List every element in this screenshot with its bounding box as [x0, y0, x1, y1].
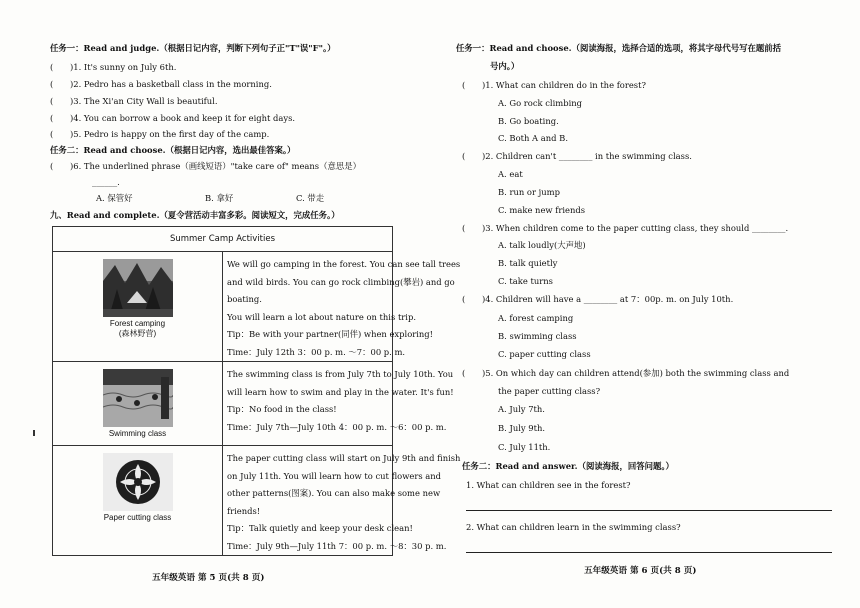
q3-option-b: B. talk quietly: [498, 258, 558, 268]
q3-option-c: C. take turns: [498, 276, 553, 286]
judge-item-5: ( )5. Pedro is happy on the first day of the camp.: [50, 129, 270, 139]
q5-option-b: B. July 9th.: [498, 423, 546, 433]
q2-option-b: B. run or jump: [498, 187, 560, 197]
paper-text-line: The paper cutting class will start on July 9th and finish: [227, 453, 461, 463]
choice-question-3: ( )3. When children come to the paper cutting class, they should ________.: [462, 223, 789, 233]
forest-camping-photo: [103, 259, 173, 317]
judge-item-2: ( )2. Pedro has a basketball class in the morning.: [50, 79, 272, 89]
q4-option-c: C. paper cutting class: [498, 349, 591, 359]
reading-task2-heading: 任务二：Read and answer.（阅读海报，回答问题。）: [462, 461, 674, 471]
paper-cutting-text: [223, 446, 461, 556]
q6-option-a: A. 保管好: [96, 193, 133, 203]
paper-cutting-photo: [103, 453, 173, 511]
forest-text-line: boating.: [227, 294, 262, 304]
paper-text-line: friends!: [227, 505, 261, 516]
q1-option-a: A. Go rock climbing: [498, 98, 583, 108]
question-6-blank: ______.: [92, 177, 120, 187]
task2-heading: 任务二：Read and choose.（根据日记内容，选出最佳答案。）: [50, 145, 296, 155]
page-5-footer: 五年级英语 第 5 页(共 8 页): [152, 573, 265, 583]
choice-question-4: ( )4. Children will have a ________ at 7：00p. m. on July 10th.: [462, 294, 734, 304]
page-6-footer: 五年级英语 第 6 页(共 8 页): [584, 566, 697, 576]
swimming-time: Time：July 7th—July 10th 4：00 p. m. ～6：00 p. m.: [227, 421, 447, 432]
judge-item-3: ( )3. The Xi'an City Wall is beautiful.: [50, 96, 218, 106]
paper-cutting-label: Paper cutting class: [103, 513, 172, 522]
paper-text-line: on July 11th. You will learn how to cut flowers and: [227, 470, 442, 481]
swimming-text-line: The swimming class is from July 7th to July 10th. You: [227, 369, 454, 379]
swimming-class-label: Swimming class: [108, 429, 167, 438]
swimming-class-cell: [53, 362, 223, 446]
camp-row-forest: [53, 252, 393, 362]
paper-time: Time：July 9th—July 11th 7：00 p. m. ～8：30 p. m.: [227, 540, 447, 551]
q1-option-b: B. Go boating.: [498, 116, 559, 126]
camp-row-paper-cutting: [53, 446, 393, 556]
reading-task1-heading-cont: 号内。）: [490, 61, 520, 71]
forest-camping-cell: [53, 252, 223, 362]
q2-option-c: C. make new friends: [498, 205, 586, 215]
q4-option-b: B. swimming class: [498, 331, 577, 341]
choice-question-5-cont: the paper cutting class?: [498, 386, 601, 396]
q6-option-c: C. 带走: [296, 193, 325, 203]
summer-camp-table: [52, 226, 461, 556]
q4-option-a: A. forest camping: [498, 313, 574, 323]
forest-camping-label-cn: (森林野营): [118, 329, 157, 338]
judge-item-4: ( )4. You can borrow a book and keep it for eight days.: [50, 113, 296, 123]
q5-option-a: A. July 7th.: [498, 404, 545, 414]
task1-heading: 任务一：Read and judge.（根据日记内容，判断下列句子正"T"误"F"。）: [50, 43, 336, 53]
q6-option-b: B. 拿好: [205, 193, 234, 203]
answer-line-2[interactable]: [466, 552, 832, 553]
swimming-tip: Tip：No food in the class!: [227, 404, 337, 414]
forest-text-line: You will learn a lot about nature on this trip.: [227, 311, 417, 322]
reading-task1-heading: 任务一：Read and choose.（阅读海报，选择合适的选项，将其字母代号写在题前括: [456, 43, 781, 53]
paper-cutting-cell: [53, 446, 223, 556]
camp-table-title: Summer Camp Activities: [53, 227, 393, 252]
q2-option-a: A. eat: [498, 169, 523, 179]
choice-question-1: ( )1. What can children do in the forest?: [462, 80, 646, 90]
judge-item-1: ( )1. It's sunny on July 6th.: [50, 62, 177, 72]
answer-question-1: 1. What can children see in the forest?: [466, 480, 631, 490]
answer-question-2: 2. What can children learn in the swimming class?: [466, 522, 681, 532]
answer-line-1[interactable]: [466, 510, 832, 511]
forest-text-line: We will go camping in the forest. You can see tall trees: [227, 259, 461, 269]
choice-question-5: ( )5. On which day can children attend(参加) both the swimming class and: [462, 368, 790, 378]
q1-option-c: C. Both A and B.: [498, 133, 568, 143]
right-page: [430, 0, 860, 608]
forest-tip: Tip：Be with your partner(同伴) when exploring!: [227, 329, 434, 339]
paper-text-line: other patterns(图案). You can also make some new: [227, 488, 441, 498]
camp-row-swimming: [53, 362, 393, 446]
question-6: ( )6. The underlined phrase（画线短语）"take care of" means（意思是）: [50, 161, 361, 171]
paper-tip: Tip：Talk quietly and keep your desk clean!: [227, 523, 413, 533]
forest-camping-label: Forest camping: [109, 319, 166, 328]
q3-option-a: A. talk loudly(大声地): [498, 240, 586, 250]
q5-option-c: C. July 11th.: [498, 442, 551, 452]
swimming-class-photo: [103, 369, 173, 427]
choice-question-2: ( )2. Children can't ________ in the swimming class.: [462, 151, 692, 161]
swimming-text-line: will learn how to swim and play in the water. It's fun!: [227, 386, 454, 397]
forest-camping-text: [223, 252, 461, 362]
section-9-heading: 九、Read and complete.（夏令营活动丰富多彩。阅读短文，完成任务。）: [50, 210, 340, 220]
swimming-class-text: [223, 362, 454, 446]
forest-text-line: and wild birds. You can go rock climbing(攀岩) and go: [227, 276, 455, 287]
forest-time: Time：July 12th 3：00 p. m. ～7：00 p. m.: [227, 346, 406, 357]
binding-margin-mark: [33, 430, 35, 436]
